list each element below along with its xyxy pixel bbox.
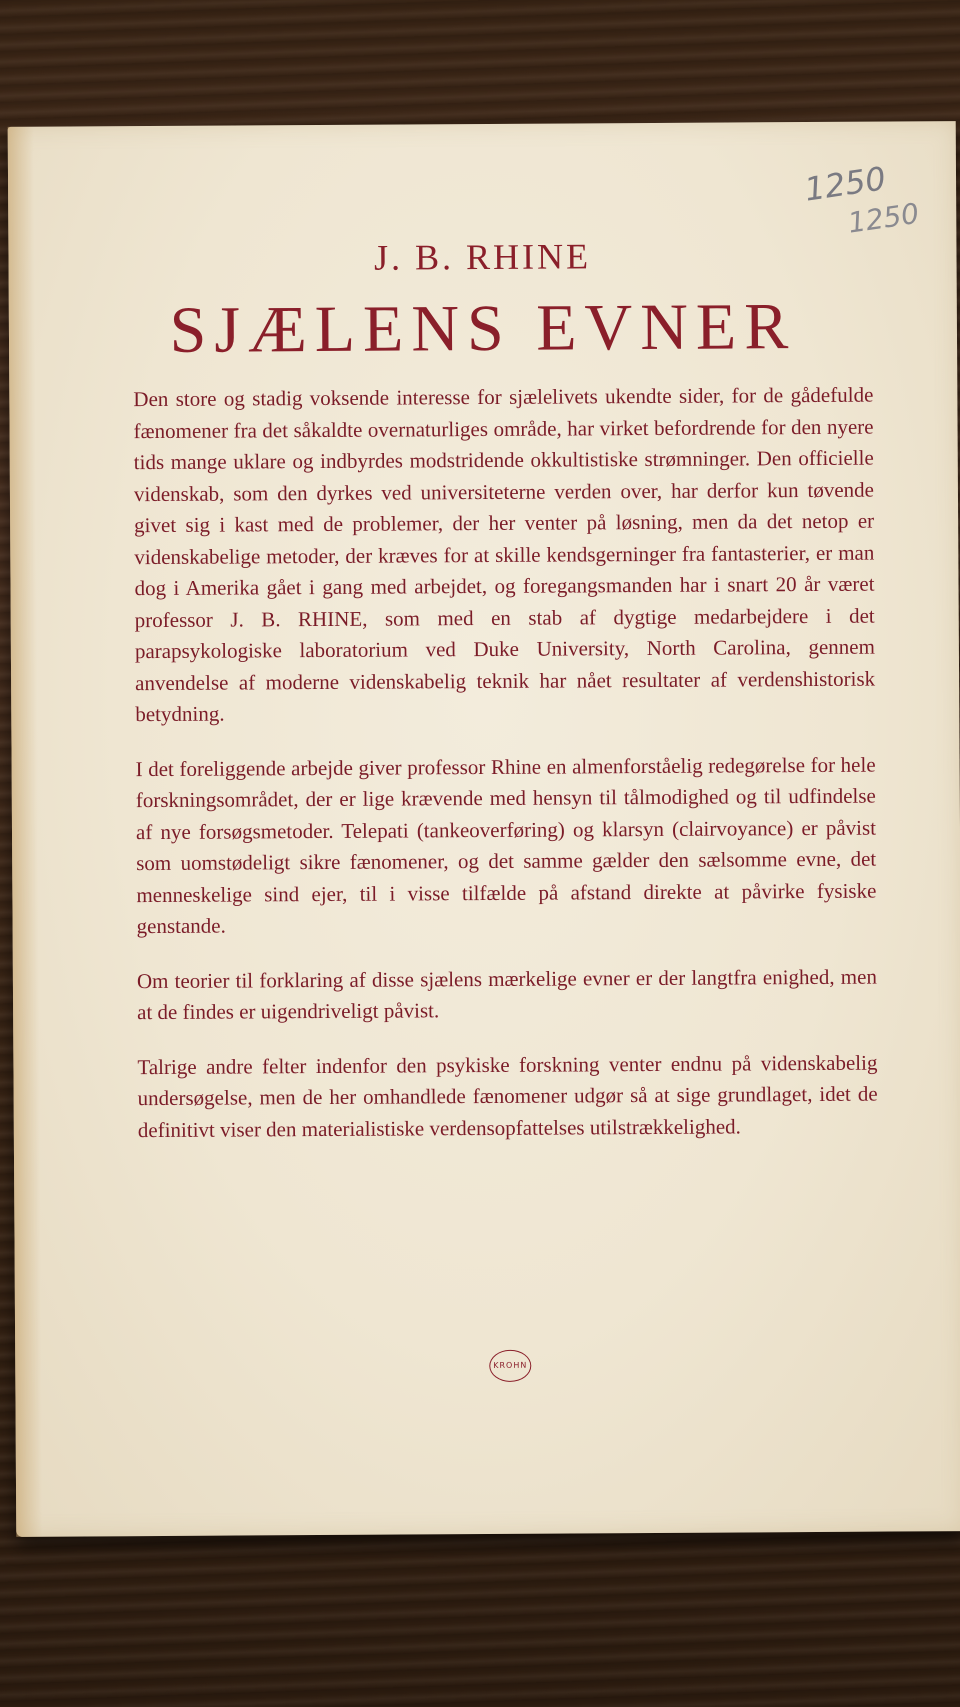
blurb-paragraph-3: Om teorier til forklaring af disse sjælens mærkelige evner er der langtfra enighed, men at de findes er uigendriveligt påvist. <box>136 964 877 1025</box>
author-name: J. B. RHINE <box>373 236 592 278</box>
book-title: SJÆLENS EVNER <box>169 290 797 367</box>
blurb-paragraph-4: Talrige andre felter indenfor den psykiske forskning venter endnu på videnskabelig undersøgelse, men de her omhandlede fænomener udgør så at sige grundlaget, idet de definitivt viser den materialistiske verdensopfattelses utilstrækkelighed. <box>137 1050 878 1142</box>
publisher-logo <box>489 1350 531 1382</box>
blurb-text <box>133 380 878 1170</box>
publisher-logo-text: KROHN <box>493 1360 528 1370</box>
blurb-paragraph-2: I det foreliggende arbejde giver professor Rhine en almenforståelig redegørelse for hele forskningsområdet, der er lige krævende med hensyn til tålmodighed og til udfindelse af nye forsøgsmetoder. Telepati (tankeoverføring) og klarsyn (clairvoyance) er påvist som uomstødeligt sikre fænomener, og det samme gælder den sælsomme evne, det menneskelige sind ejer, til i visse tilfælde på afstand direkte at påvirke fysiske genstande. <box>135 752 877 939</box>
book-back-cover <box>8 121 960 1537</box>
blurb-paragraph-1: Den store og stadig voksende interesse for sjælelivets ukendte sider, for de gådefulde fænomener fra det såkaldte overnaturliges område, har virket befordrende for den nyere tids mange uklare og indbyrdes modstridende okkultistiske strømninger. Den officielle videnskab, som den dyrkes ved universiteterne verden over, har derfor kun tøvende givet sig i kast med de problemer, der her venter på løsning, men da det netop er videnskabelige metoder, der kræves for at skille kendsgerninger fra fantasterier, er man dog i Amerika gået i gang med arbejdet, og foregangsmanden har i snart 20 år været professor J. B. RHINE, som med en stab af dygtige medarbejdere i det parapsykologiske laboratorium ved Duke University, North Carolina, gennem anvendelse af moderne videnskabelig teknik har nået resultater af verdenshistorisk betydning. <box>133 382 876 727</box>
handwritten-price-2: 1250 <box>845 196 921 240</box>
handwritten-price-1: 1250 <box>801 159 888 209</box>
